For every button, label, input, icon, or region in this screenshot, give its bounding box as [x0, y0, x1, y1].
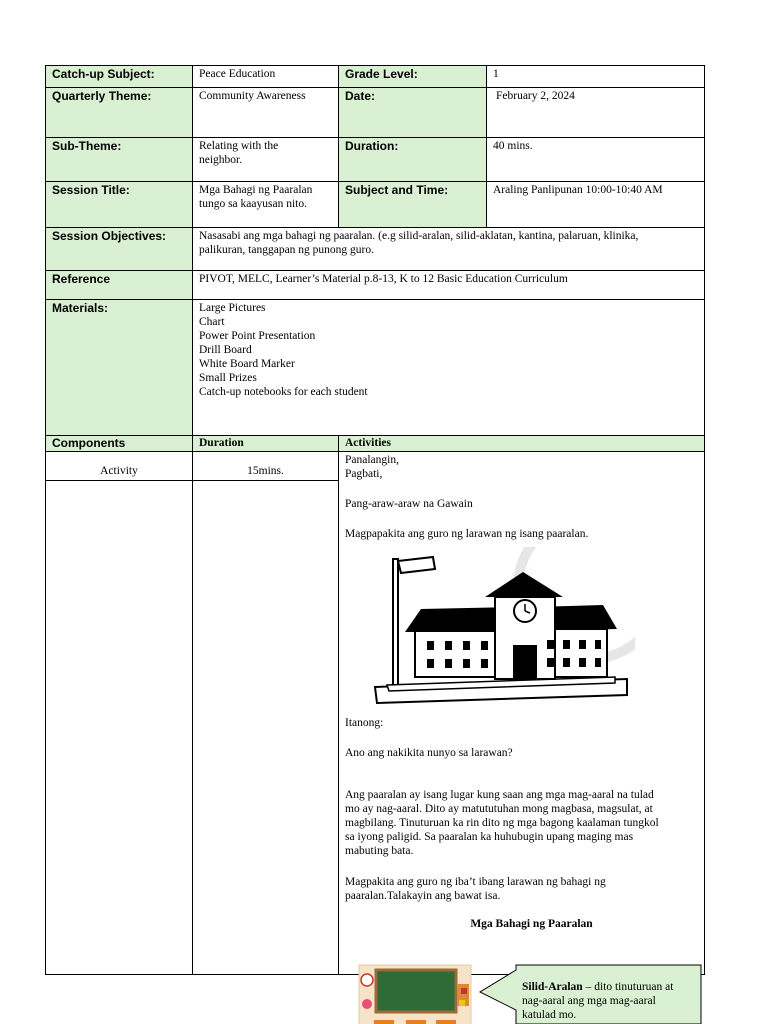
date-text: February 2, 2024	[496, 90, 575, 102]
activity-line: Pang-araw-araw na Gawain	[345, 498, 473, 510]
objectives-line-2: palikuran, tanggapan ng punong guro.	[199, 244, 375, 256]
activity-line: Magpapakita ang guro ng larawan ng isang paaralan.	[345, 528, 589, 540]
session-title-line-1: Mga Bahagi ng Paaralan	[199, 184, 313, 196]
session-title-label: Session Title:	[46, 182, 193, 228]
activity-line: Ano ang nakikita nunyo sa larawan?	[345, 747, 513, 759]
materials-list	[193, 300, 705, 436]
sub-theme-line-1: Relating with the	[199, 140, 279, 152]
school-door	[513, 645, 537, 679]
sub-theme-line-2: neighbor.	[199, 154, 243, 166]
session-objectives-value	[193, 228, 705, 271]
sub-theme-label: Sub-Theme:	[46, 138, 193, 182]
paragraph-line: sa iyong paligid. Sa paaralan ka huhubugin upang maging mas	[345, 831, 634, 843]
material-item: Drill Board	[199, 344, 252, 356]
callout-line-3: katulad mo.	[522, 1009, 577, 1021]
component-empty-cell	[46, 481, 193, 975]
row-objectives	[46, 228, 705, 271]
material-item: Chart	[199, 316, 225, 328]
callout-line-1	[522, 980, 702, 994]
row-components-header	[46, 436, 705, 452]
subject-time-value: Araling Panlipunan 10:00-10:40 AM	[487, 182, 705, 228]
session-title-line-2: tungo sa kaayusan nito.	[199, 198, 307, 210]
material-item: Large Pictures	[199, 302, 266, 314]
paragraph-line: mabuting bata.	[345, 845, 414, 857]
row-theme	[46, 88, 705, 138]
row-materials	[46, 300, 705, 436]
clock-icon	[361, 974, 373, 986]
callout-term: Silid-Aralan	[522, 981, 583, 993]
date-value	[487, 88, 705, 138]
duration-label: Duration:	[339, 138, 487, 182]
activities-header: Activities	[339, 436, 705, 452]
date-label: Date:	[339, 88, 487, 138]
subject-time-label: Subject and Time:	[339, 182, 487, 228]
materials-label: Materials:	[46, 300, 193, 436]
quarterly-theme-label: Quarterly Theme:	[46, 88, 193, 138]
row-reference	[46, 271, 705, 300]
row-catchup	[46, 66, 705, 88]
grade-level-value: 1	[487, 66, 705, 88]
paragraph-line: Magpakita ang guro ng iba’t ibang larawan ng bahagi ng	[345, 876, 606, 888]
callout-desc-1: – dito tinuturuan at	[582, 981, 674, 993]
paragraph-line: mo ay nag-aaral. Dito ay matututuhan mong magbasa, magsulat, at	[345, 803, 653, 815]
activity-line: Pagbati,	[345, 468, 383, 480]
activities-content	[339, 452, 705, 975]
activity-line: Itanong:	[345, 717, 384, 729]
duration-empty-cell	[193, 481, 339, 975]
section-heading: Mga Bahagi ng Paaralan	[470, 918, 593, 930]
flagpole-icon	[393, 559, 398, 689]
objectives-line-1: Nasasabi ang mga bahagi ng paaralan. (e.g silid-aralan, silid-aklatan, kantina, palaruan, klinika,	[199, 230, 639, 242]
catchup-subject-value: Peace Education	[193, 66, 339, 88]
material-item: White Board Marker	[199, 358, 295, 370]
paragraph-line: paaralan.Talakayin ang bawat isa.	[345, 890, 501, 902]
duration-value: 40 mins.	[487, 138, 705, 182]
quarterly-theme-value: Community Awareness	[193, 88, 339, 138]
session-title-value	[193, 182, 339, 228]
row-activity-top	[46, 452, 705, 481]
callout-text	[522, 980, 702, 1022]
duration-header: Duration	[193, 436, 339, 452]
activity-line: Panalangin,	[345, 454, 399, 466]
components-header: Components	[46, 436, 193, 452]
paragraph-line: Ang paaralan ay isang lugar kung saan ang mga mag-aaral na tulad	[345, 789, 654, 801]
callout-line-2: nag-aaral ang mga mag-aaral	[522, 995, 656, 1007]
activity-component: Activity	[46, 452, 193, 481]
school-building-image	[365, 547, 635, 712]
reference-value: PIVOT, MELC, Learner’s Material p.8-13, K to 12 Basic Education Curriculum	[193, 271, 705, 300]
session-objectives-label: Session Objectives:	[46, 228, 193, 271]
catchup-subject-label: Catch-up Subject:	[46, 66, 193, 88]
material-item: Power Point Presentation	[199, 330, 316, 342]
row-subtheme	[46, 138, 705, 182]
activity-duration: 15mins.	[193, 452, 339, 481]
chalkboard-icon	[376, 970, 456, 1012]
lesson-plan-table	[45, 65, 705, 975]
paragraph-line: magbilang. Tinuturuan ka rin dito ng mga bagong kaalaman tungkol	[345, 817, 659, 829]
reference-label: Reference	[46, 271, 193, 300]
row-session	[46, 182, 705, 228]
sub-theme-value	[193, 138, 339, 182]
material-item: Small Prizes	[199, 372, 257, 384]
decor-icon	[362, 999, 372, 1009]
grade-level-label: Grade Level:	[339, 66, 487, 88]
material-item: Catch-up notebooks for each student	[199, 386, 368, 398]
